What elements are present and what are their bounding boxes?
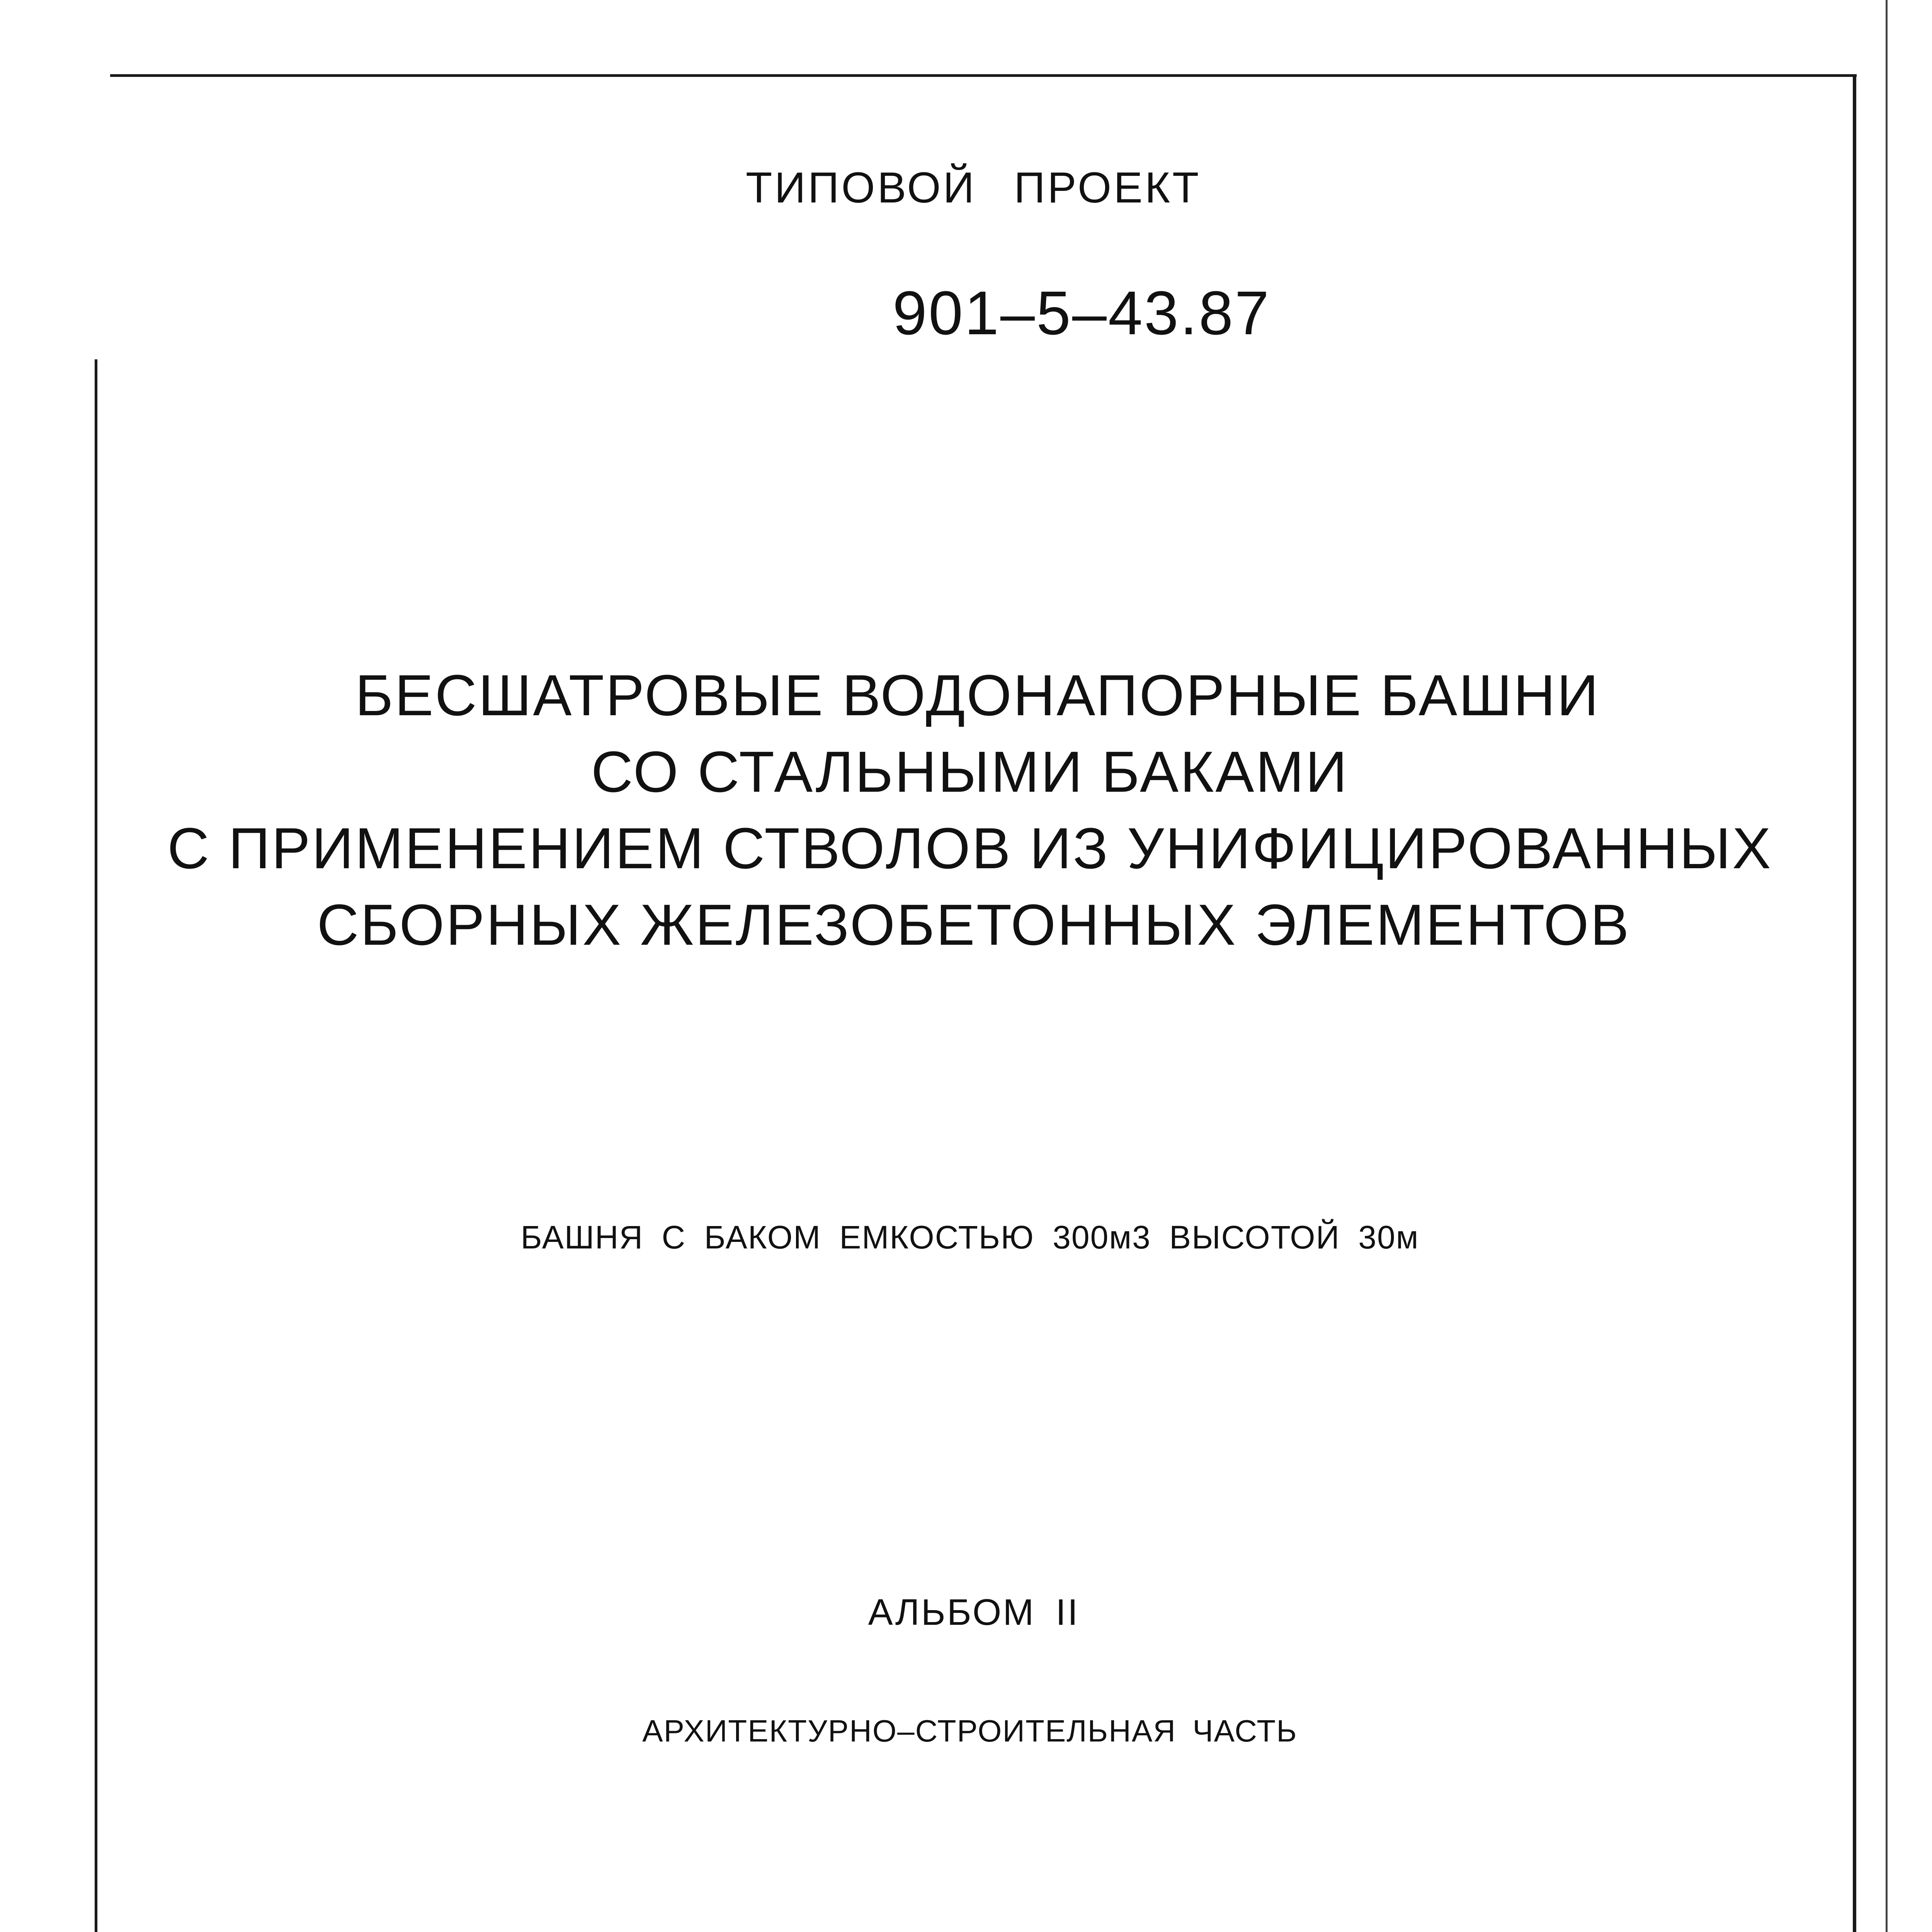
sheet-edge-line	[1886, 0, 1888, 1932]
frame-right-line	[1853, 74, 1856, 1932]
project-type: ТИПОВОЙ ПРОЕКТ	[746, 163, 1201, 212]
album-number: АЛЬБОМ II	[868, 1592, 1080, 1633]
frame-top-line	[110, 74, 1857, 77]
section-name: АРХИТЕКТУРНО–СТРОИТЕЛЬНАЯ ЧАСТЬ	[642, 1714, 1298, 1748]
title-line: СБОРНЫХ ЖЕЛЕЗОБЕТОННЫХ ЭЛЕМЕНТОВ	[317, 892, 1631, 957]
document-title	[0, 657, 1932, 963]
frame-left-line	[95, 359, 97, 1932]
title-line: С ПРИМЕНЕНИЕМ СТВОЛОВ ИЗ УНИФИЦИРОВАННЫХ	[167, 816, 1772, 881]
tower-spec: БАШНЯ С БАКОМ ЕМКОСТЬЮ 300м3 ВЫСОТОЙ 30м	[520, 1219, 1419, 1255]
title-line: СО СТАЛЬНЫМИ БАКАМИ	[591, 739, 1349, 804]
project-number: 901–5–43.87	[893, 278, 1271, 347]
title-line: БЕСШАТРОВЫЕ ВОДОНАПОРНЫЕ БАШНИ	[355, 663, 1600, 728]
